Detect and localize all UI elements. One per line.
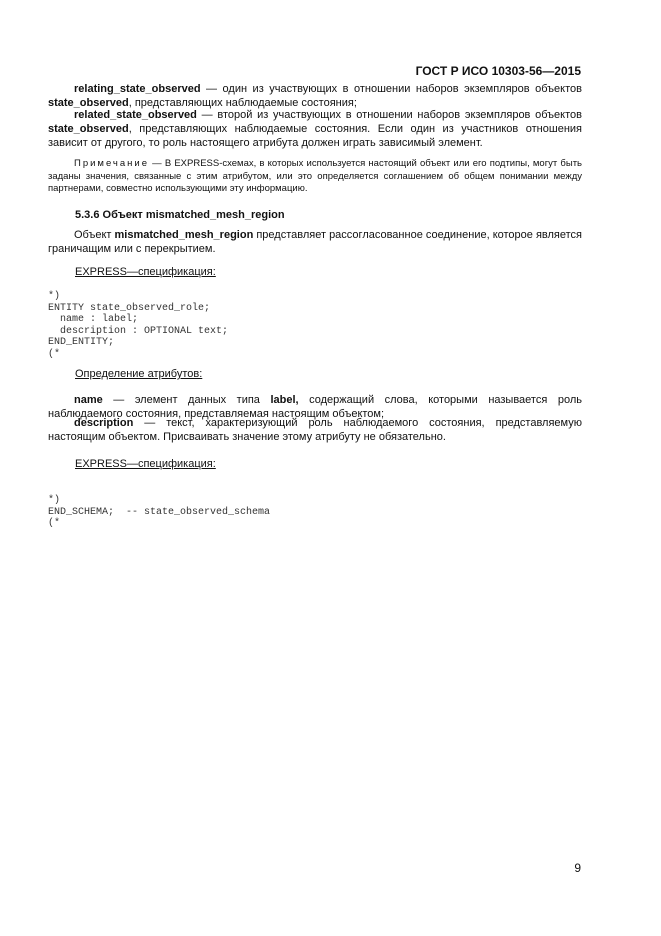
attribute-description: — текст, характеризующий роль наблюдаемого состояния, представляемую настоящим объектом. Присваивать значение этому атрибуту не обязательно. (48, 417, 582, 443)
express-spec-label: EXPRESS—спецификация: (75, 266, 216, 278)
attribute-description: — элемент данных типа (102, 394, 271, 406)
attribute-description: , представляющих наблюдаемые состояния. Если один из участников отношения зависит от другого, то роль настоящего атрибута должен играть зависимый элемент. (48, 123, 582, 149)
note-paragraph (48, 158, 582, 196)
attribute-name: name (74, 394, 103, 406)
entity-name: state_observed (48, 123, 129, 135)
attribute-name: description (74, 417, 134, 429)
attribute-description: — второй из участвующих в отношении наборов экземпляров объектов (196, 109, 582, 121)
page-number: 9 (574, 861, 581, 875)
attribute-name: related_state_observed (74, 109, 197, 121)
express-spec-label: EXPRESS—спецификация: (75, 458, 216, 470)
attribute-definition-label: Определение атрибутов: (75, 368, 203, 380)
entity-name: mismatched_mesh_region (114, 229, 254, 241)
type-name: label, (270, 394, 299, 406)
express-code-end-schema: *) END_SCHEMA; -- state_observed_schema (* (48, 495, 271, 529)
attribute-name: relating_state_observed (74, 83, 201, 95)
section-heading: 5.3.6 Объект mismatched_mesh_region (75, 209, 285, 221)
attribute-related-state-observed (48, 108, 582, 150)
attribute-description: , представляющих наблюдаемые состояния; (128, 97, 357, 109)
express-code-entity: *) ENTITY state_observed_role; name : label; description : OPTIONAL text; END_ENTITY; (* (48, 291, 229, 360)
note-text: — В EXPRESS-схемах, в которых используется настоящий объект или его подтипы, могут быть заданы значения, связанные с этим атрибутом, или это определяется соглашением об общем понимании между партнерами, совместно использующими эту информацию. (48, 158, 582, 194)
attribute-description-definition (48, 416, 582, 444)
entity-name: state_observed (48, 97, 129, 109)
note-label: Примечание (74, 158, 149, 169)
attribute-description: содержащий слова, которыми называется роль наблюдаемого состояния, представляемая настоящим объектом; (48, 394, 582, 420)
intro-text: Объект (74, 229, 115, 241)
attribute-relating-state-observed (48, 82, 582, 110)
attribute-description: — один из участвующих в отношении наборов экземпляров объектов (200, 83, 582, 95)
intro-text: представляет рассогласованное соединение, которое является граничащим или с перекрытием. (48, 229, 582, 255)
section-intro (48, 228, 582, 256)
document-number: ГОСТ Р ИСО 10303-56—2015 (415, 64, 581, 78)
